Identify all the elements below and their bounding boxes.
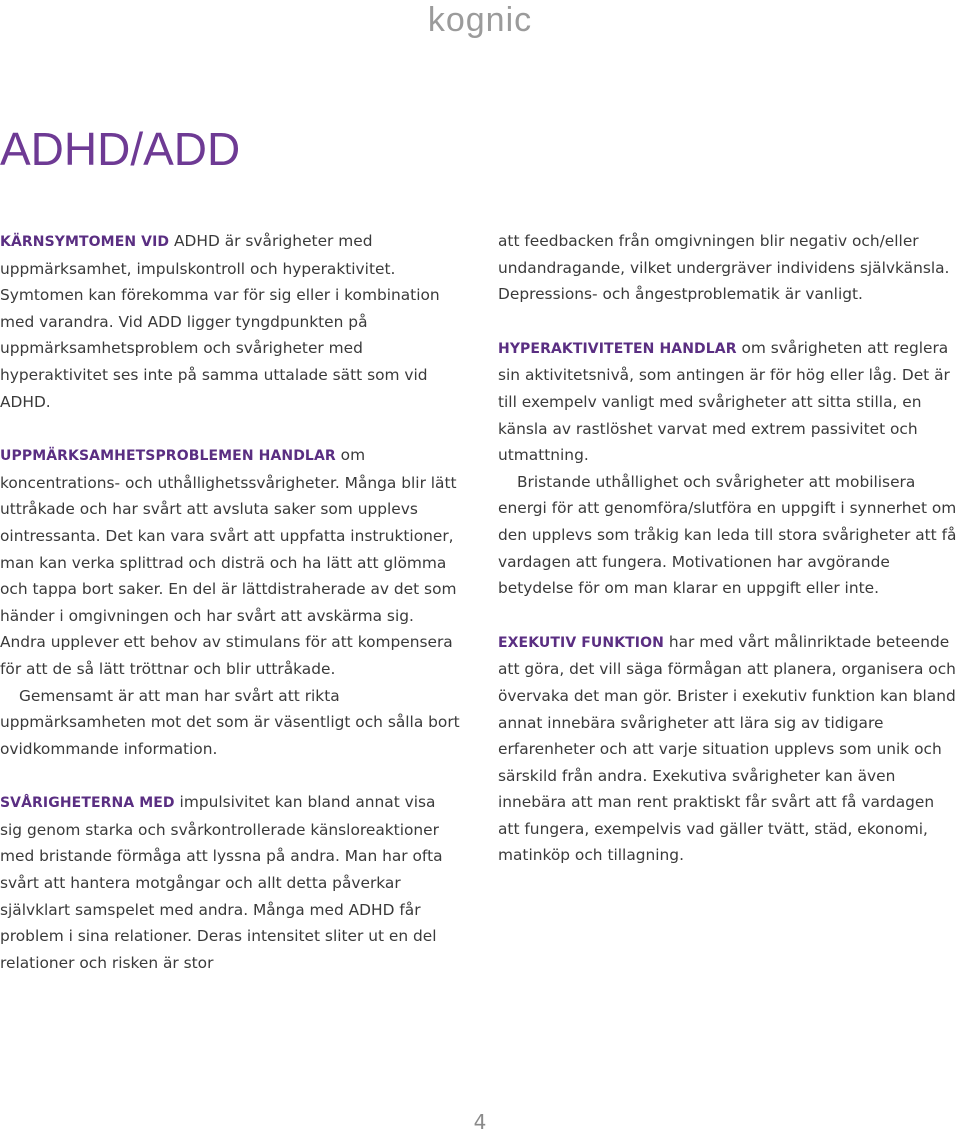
paragraph-common-difficulty: Gemensamt är att man har svårt att rikta uppmärksamheten mot det som är väsentligt och sålla bort ovidkommande information. (0, 686, 460, 758)
section-heading-core-symptoms: KÄRNSYMTOMEN VID (0, 234, 170, 250)
paragraph-text: ADHD är svårigheter med uppmärksamhet, impulskontroll och hyperaktivitet. Symtomen kan förekomma var för sig eller i kombination med varandra. Vid ADD ligger tyngdpunkten på uppmärksamhetsproblem och svårigheter med hyperaktivitet ses inte på samma uttalade sätt som vid ADHD. (0, 232, 440, 411)
section-heading-impulsivity: SVÅRIGHETERNA MED (0, 795, 175, 812)
right-column (498, 228, 960, 869)
paragraph-text: har med vårt målinriktade beteende att göra, det vill säga förmågan att planera, organisera och övervaka det man gör. Brister i exekutiv funktion kan bland annat innebära svårigheter att lära sig av tidigare erfarenheter och att varje situation upplevs som unik och särskild från andra. Exekutiva svårigheter kan även innebära att man rent praktiskt får svårt att få vardagen att fungera, exempelvis vad gäller tvätt, städ, ekonomi, matinköp och tillagning. (498, 632, 956, 865)
paragraph-text: om svårigheten att reglera sin aktivitetsnivå, som antingen är för hög eller låg. Det är till exempelv vanligt med svårigheter att sitta stilla, en känsla av rastlöshet varvat med extrem passivitet och utmattning. (498, 338, 950, 465)
paragraph-executive-function (498, 629, 960, 869)
paragraph-text: om koncentrations- och uthållighetssvårigheter. Många blir lätt uttråkade och har svårt att avsluta saker som upplevs ointressanta. Det kan vara svårt att uppfatta instruktioner, man kan verka splittrad och disträ och ha lätt att glömma och tappa bort saker. En del är lättdistraherade av det som händer i omgivningen och har svårt att avskärma sig. Andra upplever ett behov av stimulans för att kompensera för att de så lätt tröttnar och blir uttråkade. (0, 446, 457, 678)
paragraph-hyperactivity (498, 335, 960, 469)
paragraph-feedback: att feedbacken från omgivningen blir negativ och/eller undandragande, vilket undergräver individens självkänsla. Depressions- och ångestproblematik är vanligt. (498, 232, 950, 304)
section-heading-hyperactivity: HYPERAKTIVITETEN HANDLAR (498, 340, 737, 357)
paragraph-text: impulsivitet kan bland annat visa sig genom starka och svårkontrollerade känsloreaktioner med bristande förmåga att lyssna på andra. Man har ofta svårt att hantera motgångar och allt detta påverkar självklart samspelet med andra. Många med ADHD får problem i sina relationer. Deras intensitet sliter ut en del relationer och risken är stor (0, 793, 443, 972)
brand-logo: kognic (427, 1, 533, 39)
paragraph-attention-problems (0, 442, 462, 682)
paragraph-impulsivity (0, 789, 462, 976)
paragraph-endurance: Bristande uthållighet och svårigheter att mobilisera energi för att genomföra/slutföra en uppgift i synnerhet om den upplevs som tråkig kan leda till stora svårigheter att få vardagen att fungera. Motivationen har avgörande betydelse för om man klarar en uppgift eller inte. (498, 472, 957, 598)
section-heading-attention-problems: UPPMÄRKSAMHETSPROBLEMEN HANDLAR (0, 448, 336, 465)
section-heading-executive-function: EXEKUTIV FUNKTION (498, 634, 664, 651)
page-title: ADHD/ADD (0, 123, 241, 175)
page-number: 4 (473, 1110, 487, 1134)
left-column (0, 228, 462, 976)
paragraph-core-symptoms (0, 228, 462, 415)
